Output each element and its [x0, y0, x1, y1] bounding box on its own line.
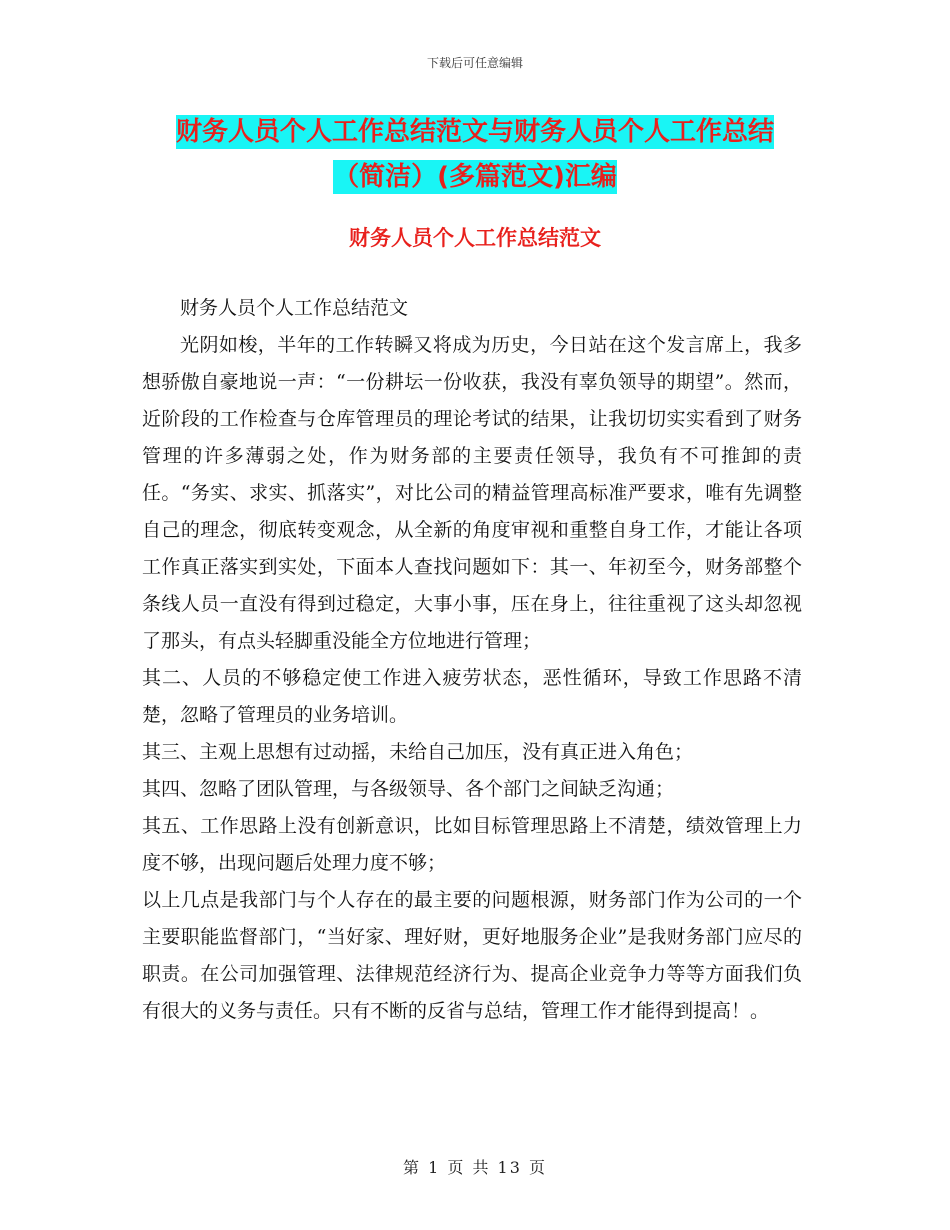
document-title [140, 110, 810, 200]
page-footer: 第 1 页 共 13 页 [403, 1158, 547, 1177]
document-title-line1: 财务人员个人工作总结范文与财务人员个人工作总结 [175, 117, 774, 147]
header-note: 下载后可任意编辑 [426, 56, 523, 70]
paragraph-issue-5: 其五、工作思路上没有创新意识，比如目标管理思路上不清楚，绩效管理上力度不够，出现问题后处理力度不够； [142, 815, 802, 874]
paragraph-subtitle: 财务人员个人工作总结范文 [180, 297, 409, 319]
paragraph-issue-2: 其二、人员的不够稳定使工作进入疲劳状态，恶性循环，导致工作思路不清楚，忽略了管理员的业务培训。 [142, 667, 802, 726]
paragraph-issue-3: 其三、主观上思想有过动摇，未给自己加压，没有真正进入角色； [142, 741, 694, 763]
document-body [142, 290, 802, 1030]
paragraph-intro: 光阴如梭，半年的工作转瞬又将成为历史，今日站在这个发言席上，我多想骄傲自豪地说一声：“一份耕坛一份收获，我没有辜负领导的期望”。然而，近阶段的工作检查与仓库管理员的理论考试的结果，让我切切实实看到了财务管理的许多薄弱之处，作为财务部的主要责任领导，我负有不可推卸的责任。“务实、求实、抓落实”，对比公司的精益管理高标准严要求，唯有先调整自己的理念，彻底转变观念，从全新的角度审视和重整自身工作，才能让各项工作真正落实到实处，下面本人查找问题如下：其一、年初至今，财务部整个条线人员一直没有得到过稳定，大事小事，压在身上，往往重视了这头却忽视了那头，有点头轻脚重没能全方位地进行管理； [142, 334, 802, 652]
paragraph-issue-4: 其四、忽略了团队管理，与各级领导、各个部门之间缺乏沟通； [142, 778, 675, 800]
section-title: 财务人员个人工作总结范文 [349, 226, 601, 250]
document-title-line2: （简洁）(多篇范文)汇编 [333, 162, 617, 192]
paragraph-conclusion: 以上几点是我部门与个人存在的最主要的问题根源，财务部门作为公司的一个主要职能监督部门，“当好家、理好财，更好地服务企业”是我财务部门应尽的职责。在公司加强管理、法律规范经济行为、提高企业竞争力等等方面我们负有很大的义务与责任。只有不断的反省与总结，管理工作才能得到提高！。 [142, 889, 802, 1022]
